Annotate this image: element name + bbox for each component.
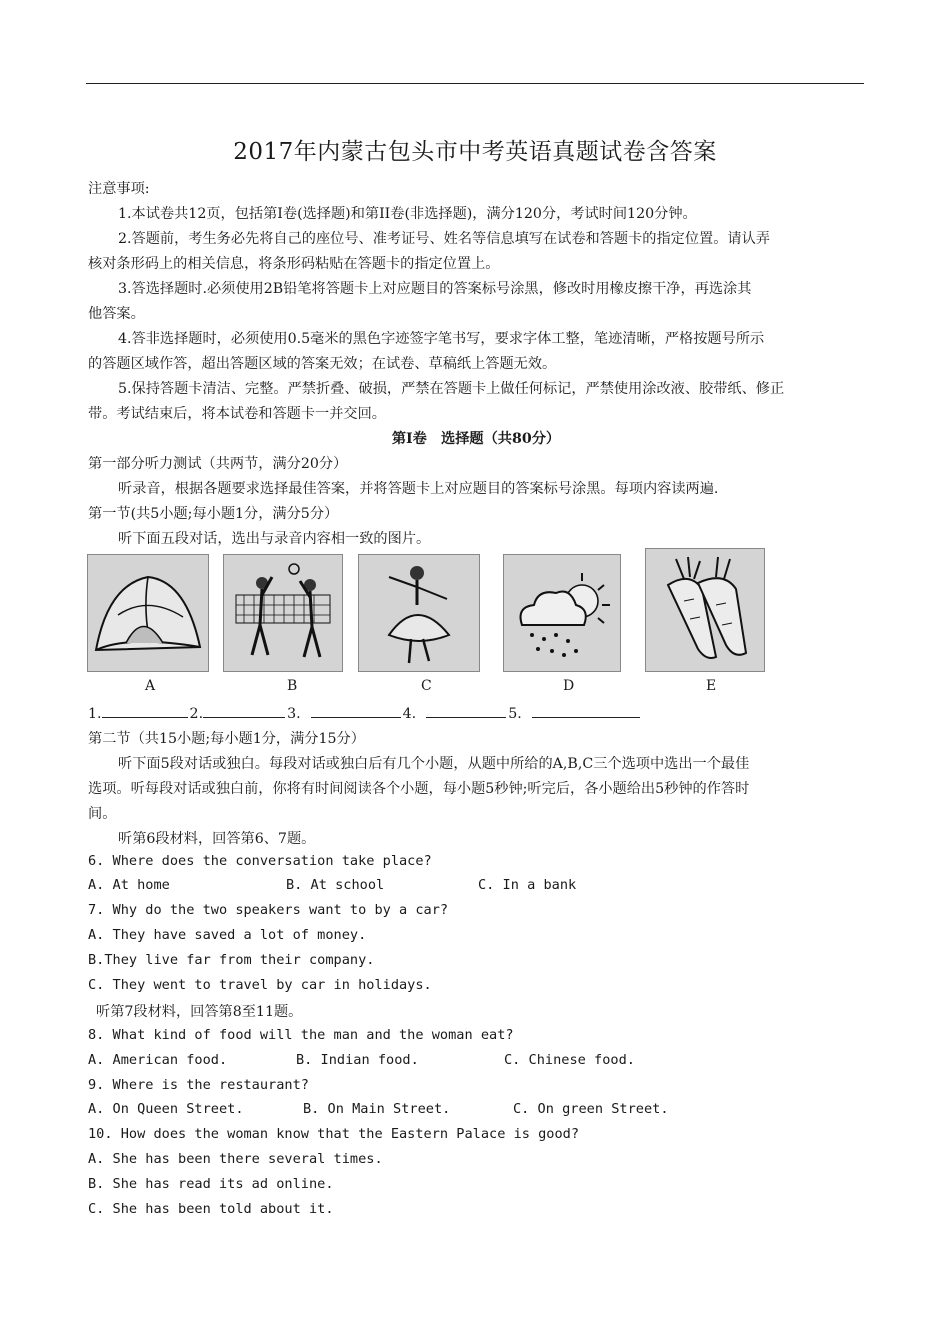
answer-blank-2[interactable]	[203, 703, 285, 718]
volleyball-icon	[223, 554, 343, 672]
option-9c: C. On green Street.	[513, 1101, 669, 1117]
picture-label-e: E	[706, 678, 717, 694]
carrots-icon	[645, 548, 765, 672]
tent-icon	[87, 554, 209, 672]
note-3b: 他答案。	[88, 306, 145, 322]
option-7a: A. They have saved a lot of money.	[88, 927, 367, 943]
note-5b: 带。考试结束后，将本试卷和答题卡一并交回。	[88, 406, 386, 422]
option-7b: B.They live far from their company.	[88, 952, 375, 968]
notes-heading: 注意事项:	[88, 181, 150, 197]
blank-label-5: 5.	[508, 706, 522, 722]
option-10c: C. She has been told about it.	[88, 1201, 334, 1217]
option-9a: A. On Queen Street.	[88, 1101, 244, 1117]
section2-instruction-a: 听下面5段对话或独白。每段对话或独白后有几个小题，从题中所给的A,B,C三个选项中选出一个最佳	[118, 756, 750, 772]
picture-label-c: C	[421, 678, 432, 694]
page-title: 2017年内蒙古包头市中考英语真题试卷含答案	[233, 139, 717, 165]
question-9: 9. Where is the restaurant?	[88, 1077, 309, 1093]
option-8c: C. Chinese food.	[504, 1052, 635, 1068]
option-6b: B. At school	[286, 877, 385, 893]
section2-instruction-b: 选项。听每段对话或独白前，你将有时间阅读各个小题，每小题5秒钟;听完后，各小题给出5秒钟的作答时	[88, 781, 750, 797]
option-6a: A. At home	[88, 877, 170, 893]
question-8: 8. What kind of food will the man and the woman eat?	[88, 1027, 514, 1043]
section2-instruction-c: 间。	[88, 806, 117, 822]
question-7: 7. Why do the two speakers want to by a car?	[88, 902, 449, 918]
section1-instruction: 听下面五段对话，选出与录音内容相一致的图片。	[118, 531, 431, 547]
picture-label-a: A	[145, 678, 156, 694]
answer-blank-1[interactable]	[102, 703, 188, 718]
blank-label-1: 1.	[88, 706, 102, 722]
option-7c: C. They went to travel by car in holidays.	[88, 977, 432, 993]
part1-heading: 第一部分听力测试（共两节，满分20分）	[88, 456, 348, 472]
option-10a: A. She has been there several times.	[88, 1151, 383, 1167]
answer-blank-4[interactable]	[426, 703, 506, 718]
note-3a: 3.答选择题时.必须使用2B铅笔将答题卡上对应题目的答案标号涂黑，修改时用橡皮擦干净，再选涂其	[118, 281, 752, 297]
option-8a: A. American food.	[88, 1052, 228, 1068]
dancer-icon	[358, 554, 480, 672]
option-9b: B. On Main Street.	[303, 1101, 451, 1117]
option-10b: B. She has read its ad online.	[88, 1176, 334, 1192]
note-4b: 的答题区域作答，超出答题区域的答案无效；在试卷、草稿纸上答题无效。	[88, 356, 557, 372]
note-1: 1.本试卷共12页，包括第Ⅰ卷(选择题)和第II卷(非选择题)，满分120分，考试时间120分钟。	[118, 206, 697, 222]
note-4a: 4.答非选择题时，必须使用0.5毫米的黑色字迹签字笔书写，要求字体工整，笔迹清晰，严格按题号所示	[118, 331, 765, 347]
blank-label-2: 2.	[189, 706, 204, 722]
note-2a: 2.答题前，考生务必先将自己的座位号、准考证号、姓名等信息填写在试卷和答题卡的指定位置。请认弄	[118, 231, 770, 247]
section-heading: 第Ⅰ卷 选择题（共80分）	[391, 431, 561, 447]
answer-blank-3[interactable]	[311, 703, 401, 718]
material-6-heading: 听第6段材料，回答第6、7题。	[118, 831, 316, 847]
answer-blanks	[88, 703, 864, 722]
option-6c: C. In a bank	[478, 877, 577, 893]
note-2b: 核对条形码上的相关信息，将条形码粘贴在答题卡的指定位置上。	[88, 256, 500, 272]
answer-blank-5[interactable]	[532, 703, 640, 718]
rain-cloud-icon	[503, 554, 621, 672]
question-6: 6. Where does the conversation take place?	[88, 853, 432, 869]
part1-instruction: 听录音，根据各题要求选择最佳答案，并将答题卡上对应题目的答案标号涂黑。每项内容读两遍.	[118, 481, 719, 497]
note-5a: 5.保持答题卡清洁、完整。严禁折叠、破损，严禁在答题卡上做任何标记，严禁使用涂改液、胶带纸、修正	[118, 381, 785, 397]
option-8b: B. Indian food.	[296, 1052, 419, 1068]
question-10: 10. How does the woman know that the Eastern Palace is good?	[88, 1126, 580, 1142]
section2-heading: 第二节（共15小题;每小题1分，满分15分）	[88, 731, 365, 747]
material-7-heading: 听第7段材料，回答第8至11题。	[96, 1004, 303, 1020]
section1-heading: 第一节(共5小题;每小题1分，满分5分）	[88, 506, 339, 522]
blank-label-4: 4.	[402, 706, 417, 722]
top-rule	[86, 83, 864, 84]
picture-label-d: D	[563, 678, 575, 694]
blank-label-3: 3.	[287, 706, 301, 722]
picture-label-b: B	[287, 678, 298, 694]
